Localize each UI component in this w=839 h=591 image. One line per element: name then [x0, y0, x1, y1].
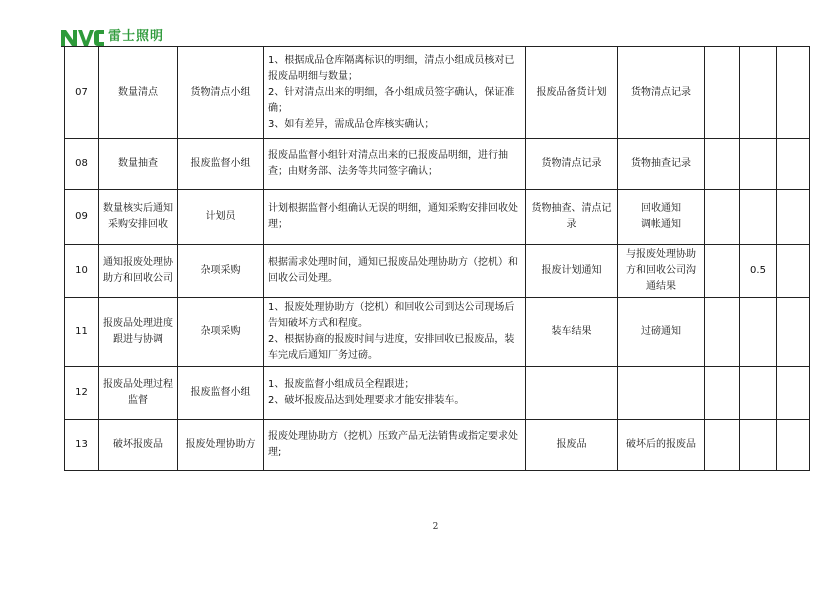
step-name-cell: 通知报废处理协助方和回收公司 [99, 245, 178, 298]
time-cell [740, 139, 777, 190]
row-number-cell: 12 [65, 367, 99, 420]
company-logo [61, 26, 164, 48]
process-table [64, 46, 810, 471]
output-cell: 破坏后的报废品 [618, 420, 705, 471]
row-number-cell: 13 [65, 420, 99, 471]
extra-cell [777, 298, 810, 367]
row-number-cell: 09 [65, 190, 99, 245]
extra-cell [705, 245, 740, 298]
description-cell [264, 190, 526, 245]
owner-cell: 杂项采购 [178, 298, 264, 367]
step-name-cell: 数量抽查 [99, 139, 178, 190]
extra-cell [705, 190, 740, 245]
output-cell [618, 367, 705, 420]
row-number-cell: 08 [65, 139, 99, 190]
description-line: 根据需求处理时间，通知已报废品处理协助方（挖机）和回收公司处理。 [268, 257, 518, 284]
input-cell: 装车结果 [526, 298, 618, 367]
extra-cell [777, 47, 810, 139]
time-cell [740, 420, 777, 471]
table-row [65, 139, 810, 190]
extra-cell [777, 420, 810, 471]
description-cell [264, 367, 526, 420]
description-line: 计划根据监督小组确认无误的明细，通知采购安排回收处理； [268, 203, 518, 230]
description-cell [264, 298, 526, 367]
owner-cell: 计划员 [178, 190, 264, 245]
description-line: 1、报废监督小组成员全程跟进； [268, 379, 415, 390]
description-cell [264, 420, 526, 471]
step-name-cell: 数量核实后通知采购安排回收 [99, 190, 178, 245]
table-row [65, 190, 810, 245]
description-line: 1、报废处理协助方（挖机）和回收公司到达公司现场后告知破坏方式和程度。 [268, 302, 515, 329]
extra-cell [705, 420, 740, 471]
description-cell [264, 47, 526, 139]
output-cell: 货物清点记录 [618, 47, 705, 139]
input-cell: 报废品备货计划 [526, 47, 618, 139]
extra-cell [777, 245, 810, 298]
step-name-cell: 报废品处理进度跟进与协调 [99, 298, 178, 367]
owner-cell: 报废监督小组 [178, 139, 264, 190]
row-number-cell: 11 [65, 298, 99, 367]
description-cell [264, 245, 526, 298]
step-name-cell: 报废品处理过程监督 [99, 367, 178, 420]
description-line: 2、破坏报废品达到处理要求才能安排装车。 [268, 395, 465, 406]
input-cell [526, 367, 618, 420]
step-name-cell: 破坏报废品 [99, 420, 178, 471]
description-line: 1、根据成品仓库隔离标识的明细，清点小组成员核对已报废品明细与数量； [268, 54, 515, 82]
time-cell [740, 367, 777, 420]
input-cell: 货物清点记录 [526, 139, 618, 190]
extra-cell [777, 190, 810, 245]
extra-cell [777, 367, 810, 420]
extra-cell [705, 298, 740, 367]
table-row [65, 47, 810, 139]
table-row [65, 298, 810, 367]
description-line: 报废处理协助方（挖机）压致产品无法销售或指定要求处理; [268, 431, 518, 458]
owner-cell: 杂项采购 [178, 245, 264, 298]
description-line: 2、针对清点出来的明细，各小组成员签字确认，保证准确； [268, 86, 515, 114]
input-cell: 货物抽查、清点记录 [526, 190, 618, 245]
description-cell [264, 139, 526, 190]
extra-cell [705, 367, 740, 420]
input-cell: 报废计划通知 [526, 245, 618, 298]
row-number-cell: 10 [65, 245, 99, 298]
output-cell: 过磅通知 [618, 298, 705, 367]
extra-cell [705, 139, 740, 190]
row-number-cell: 07 [65, 47, 99, 139]
input-cell: 报废品 [526, 420, 618, 471]
table-row [65, 367, 810, 420]
page-number: 2 [432, 522, 439, 532]
output-cell: 回收通知 调帐通知 [618, 190, 705, 245]
owner-cell: 报废监督小组 [178, 367, 264, 420]
description-line: 2、根据协商的报废时间与进度，安排回收已报废品，装车完成后通知厂务过磅。 [268, 334, 515, 361]
output-cell: 货物抽查记录 [618, 139, 705, 190]
time-cell [740, 298, 777, 367]
extra-cell [777, 139, 810, 190]
description-line: 3、如有差异，需成品仓库核实确认； [268, 118, 435, 130]
table-row [65, 420, 810, 471]
extra-cell [705, 47, 740, 139]
time-cell [740, 190, 777, 245]
step-name-cell: 数量清点 [99, 47, 178, 139]
time-cell [740, 47, 777, 139]
table-row [65, 245, 810, 298]
output-cell: 与报废处理协助方和回收公司沟通结果 [618, 245, 705, 298]
description-line: 报废品监督小组针对清点出来的已报废品明细，进行抽查；由财务部、法务等共同签字确认； [268, 150, 508, 177]
logo-text: 雷士照明 [108, 29, 165, 44]
owner-cell: 报废处理协助方 [178, 420, 264, 471]
owner-cell: 货物清点小组 [178, 47, 264, 139]
time-cell: 0.5 [740, 245, 777, 298]
nvc-logo-icon [61, 27, 105, 47]
